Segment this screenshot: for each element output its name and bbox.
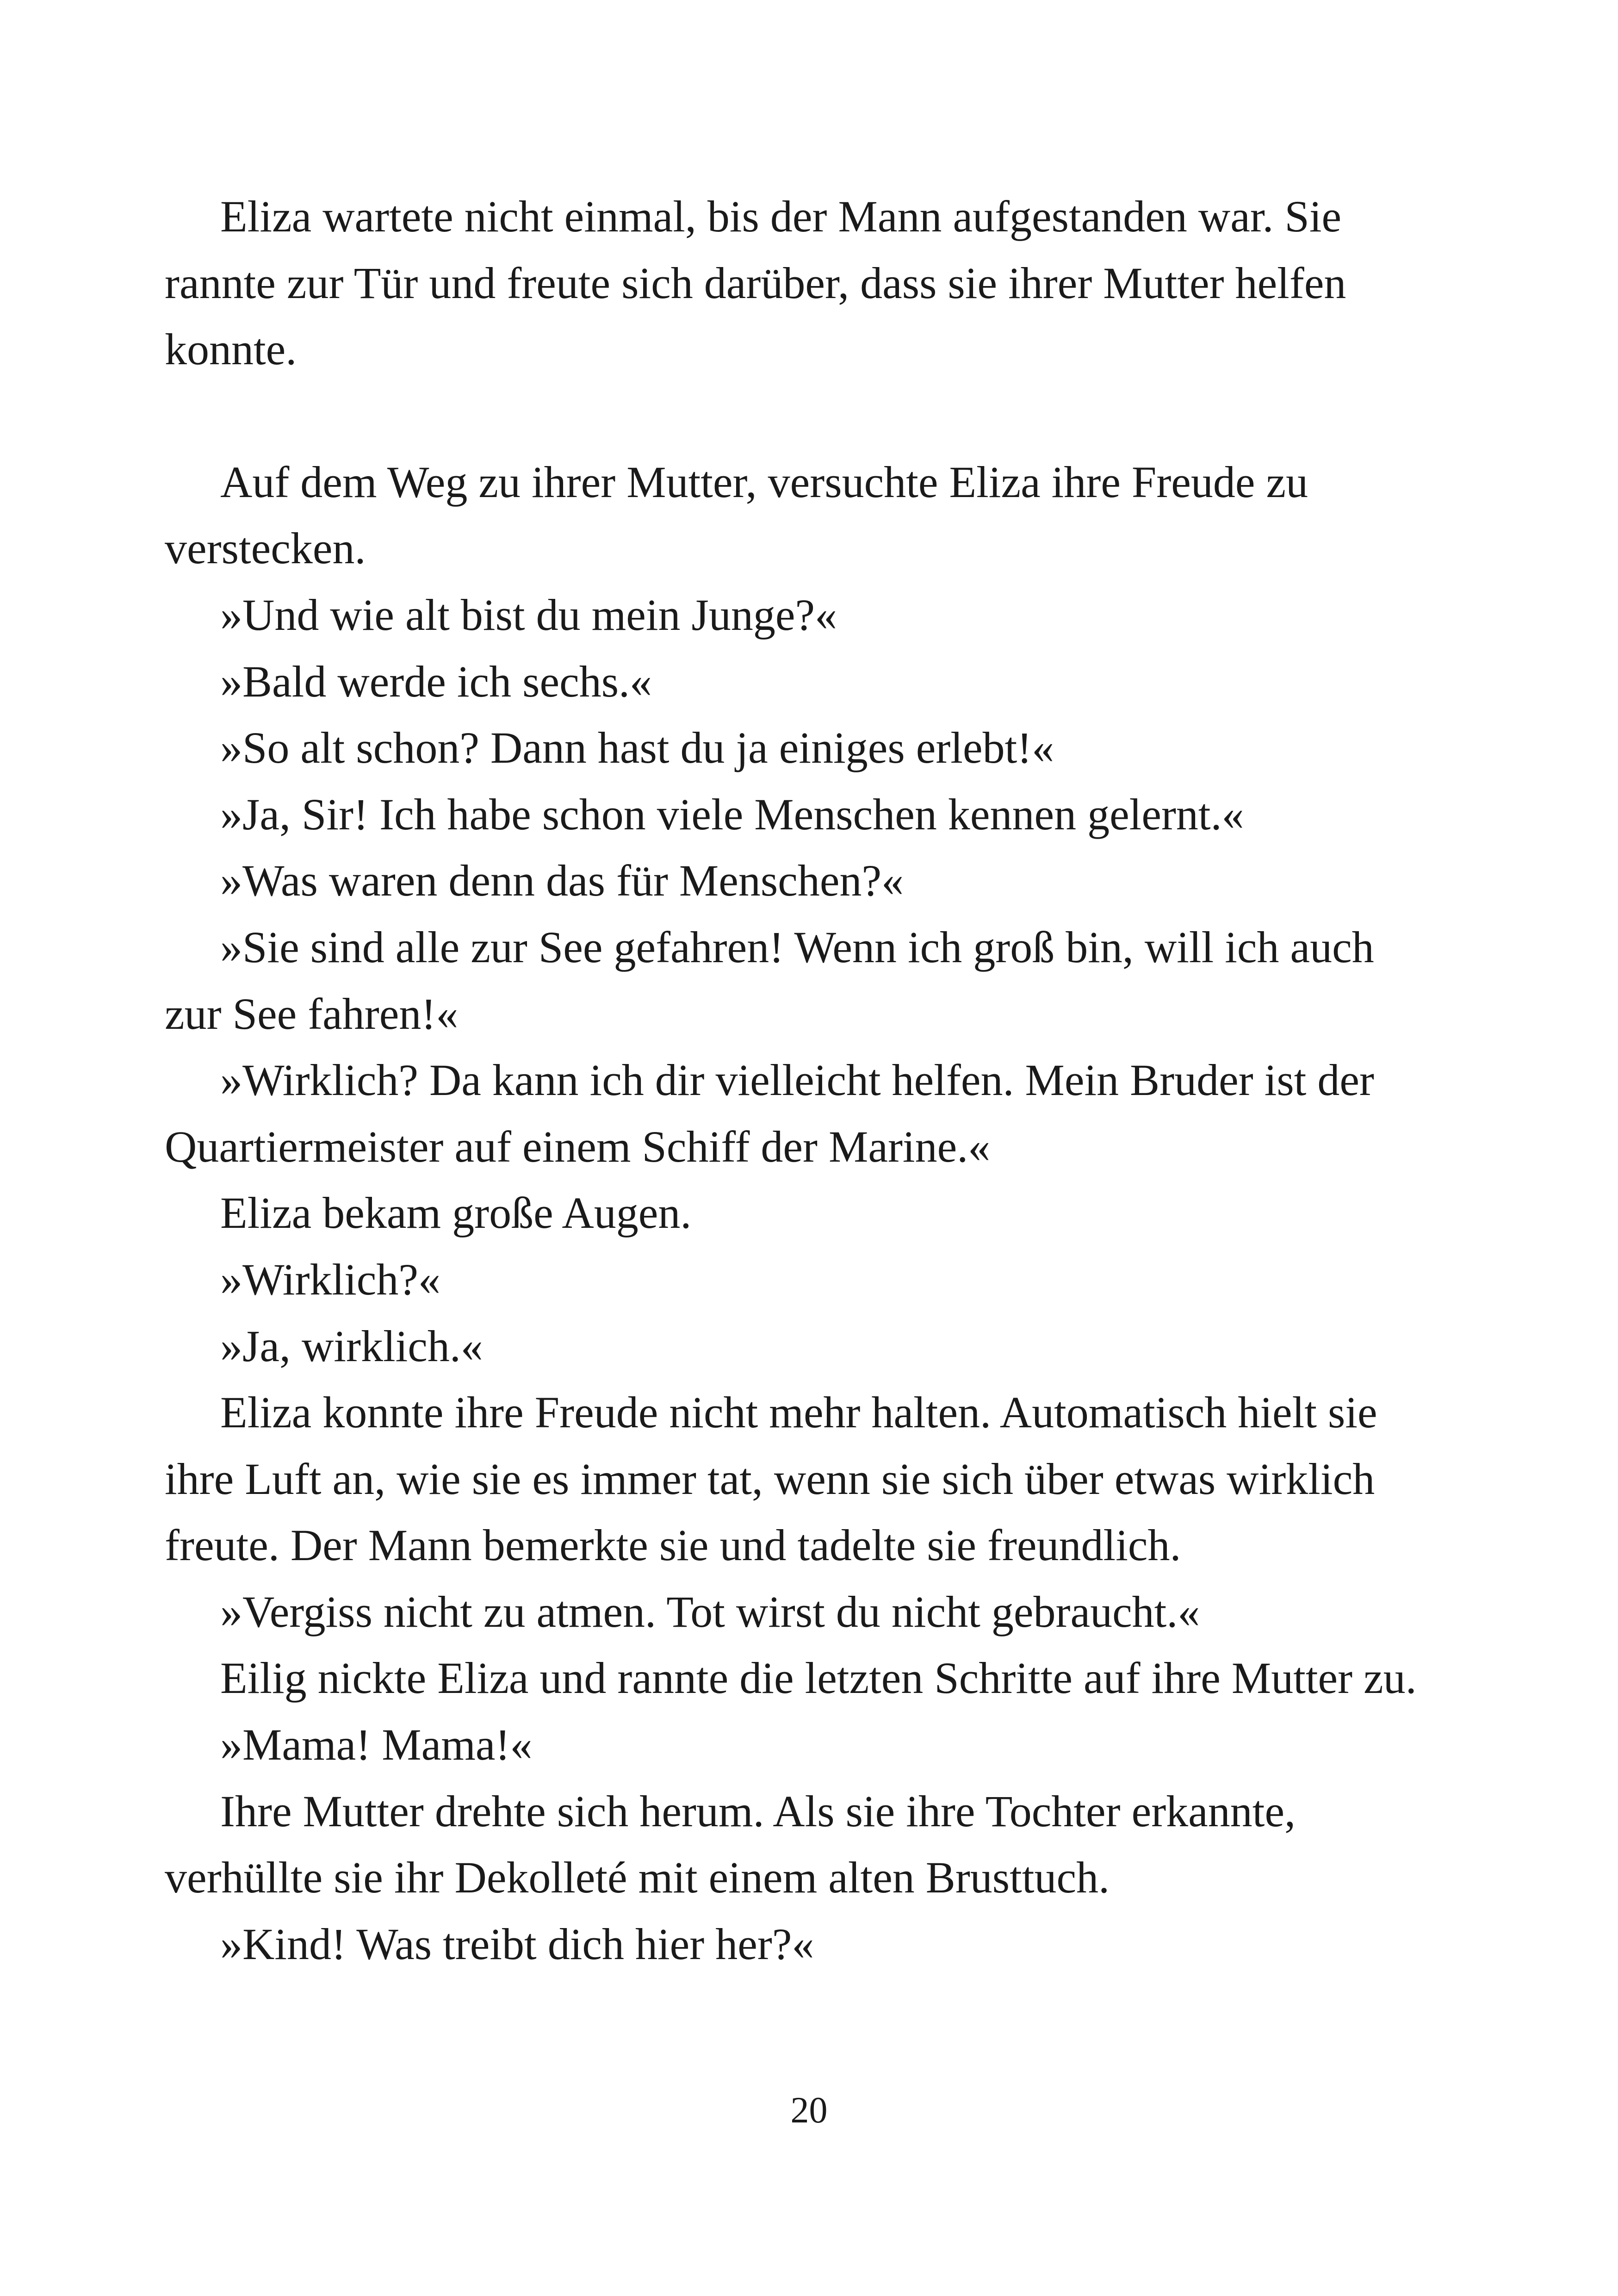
paragraph: Eliza wartete nicht einmal, bis der Mann aufgestanden war. Sie rannte zur Tür und freute sich darüber, dass sie ihrer Mutter helfen konnte. <box>165 192 1346 374</box>
paragraph: »Bald werde ich sechs.« <box>220 656 652 706</box>
paragraph: Auf dem Weg zu ihrer Mutter, versuchte Eliza ihre Freude zu verstecken. <box>165 457 1308 573</box>
paragraph: »Wirklich? Da kann ich dir vielleicht helfen. Mein Bruder ist der Quartiermeister auf einem Schiff der Marine.« <box>165 1055 1374 1171</box>
paragraph: »Und wie alt bist du mein Junge?« <box>220 590 837 640</box>
paragraph: Eliza bekam große Augen. <box>220 1188 692 1238</box>
paragraph: »Sie sind alle zur See gefahren! Wenn ich groß bin, will ich auch zur See fahren!« <box>165 922 1374 1039</box>
body-text <box>165 183 1442 1977</box>
paragraph: »Mama! Mama!« <box>220 1720 533 1770</box>
paragraph: »Vergiss nicht zu atmen. Tot wirst du nicht gebraucht.« <box>220 1587 1200 1636</box>
paragraph: »Was waren denn das für Menschen?« <box>220 856 904 906</box>
paragraph: »Ja, Sir! Ich habe schon viele Menschen kennen gelernt.« <box>220 789 1244 839</box>
page-number: 20 <box>790 2090 828 2131</box>
paragraph: »Kind! Was treibt dich hier her?« <box>220 1919 814 1969</box>
paragraph: »Ja, wirklich.« <box>220 1321 483 1371</box>
paragraph: »So alt schon? Dann hast du ja einiges erlebt!« <box>220 723 1054 773</box>
paragraph: Eilig nickte Eliza und rannte die letzten Schritte auf ihre Mutter zu. <box>220 1653 1417 1703</box>
paragraph-spacer <box>165 383 1442 449</box>
paragraph: Ihre Mutter drehte sich herum. Als sie ihre Tochter erkannte, verhüllte sie ihr Dekolleté mit einem alten Brusttuch. <box>165 1786 1296 1903</box>
paragraph: »Wirklich?« <box>220 1254 440 1304</box>
paragraph: Eliza konnte ihre Freude nicht mehr halten. Automatisch hielt sie ihre Luft an, wie sie es immer tat, wenn sie sich über etwas wirklich freute. Der Mann bemerkte sie und tadelte sie freundlich. <box>165 1388 1377 1570</box>
